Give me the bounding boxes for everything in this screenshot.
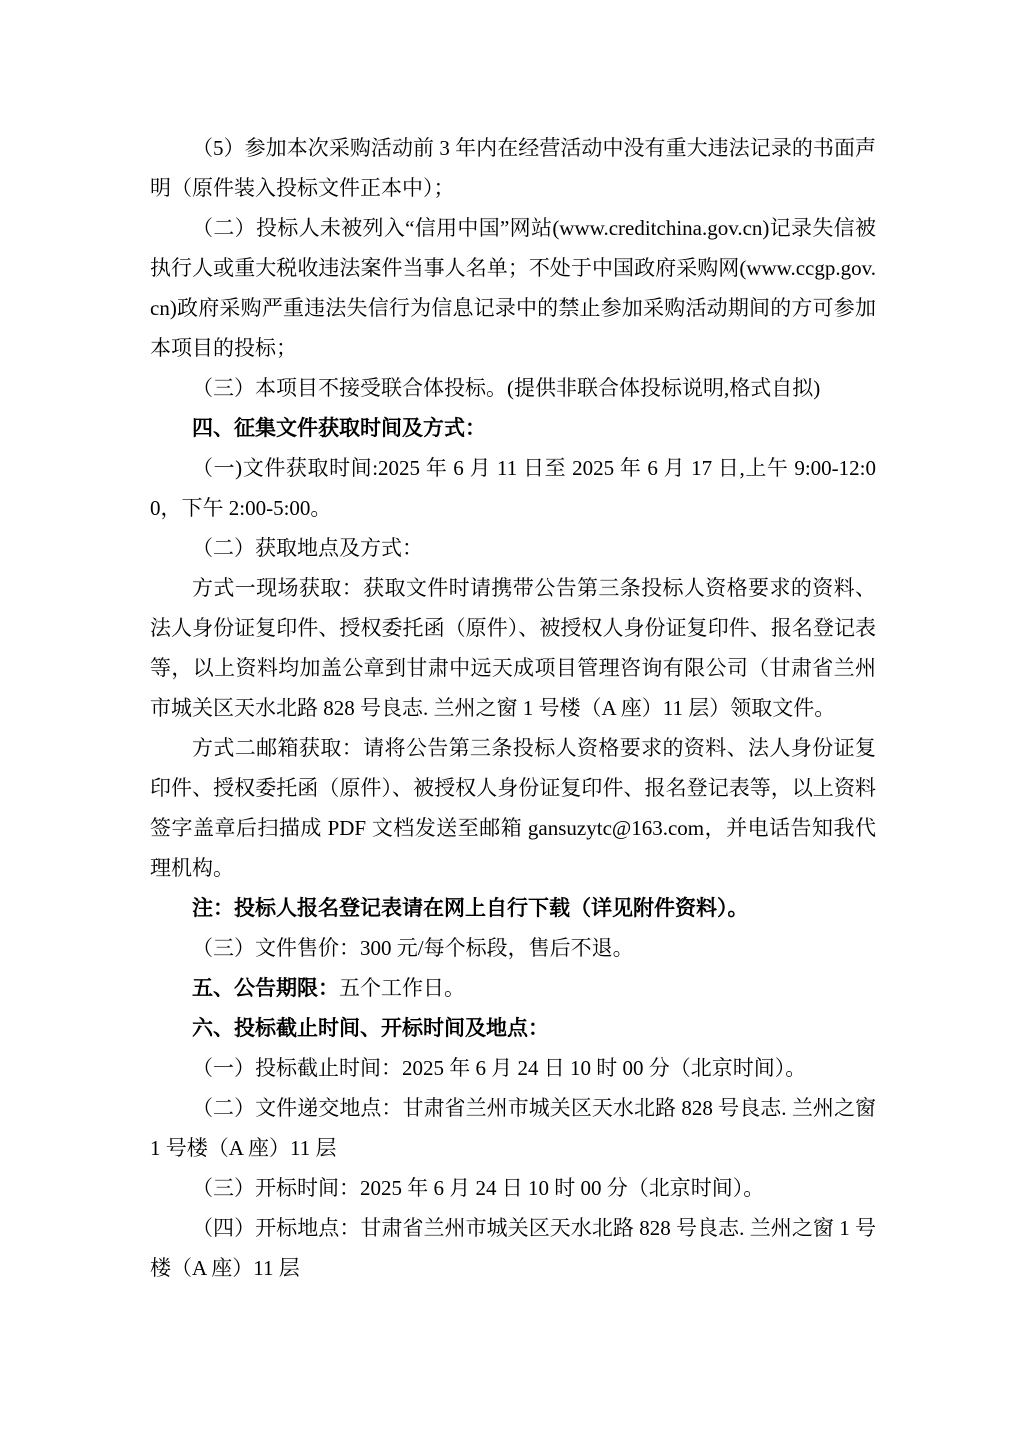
method-2-email-acquisition: 方式二邮箱获取：请将公告第三条投标人资格要求的资料、法人身份证复印件、授权委托函（原件）、被授权人身份证复印件、报名登记表等，以上资料签字盖章后扫描成 PDF 文档发送至邮箱 gansuzytc@163.com，并电话告知我代理机构。: [150, 736, 876, 880]
section-5-announcement-period: [150, 968, 876, 1008]
bid-deadline-time: （一）投标截止时间：2025 年 6 月 24 日 10 时 00 分（北京时间）。: [192, 1056, 807, 1080]
document-acquisition-time: （一)文件获取时间:2025 年 6 月 11 日至 2025 年 6 月 17 日,上午 9:00-12:00，下午 2:00-5:00。: [150, 456, 876, 520]
document-page: [150, 128, 876, 1288]
document-submission-location: （二）文件递交地点：甘肃省兰州市城关区天水北路 828 号良志. 兰州之窗 1 号楼（A 座）11 层: [150, 1096, 876, 1160]
section-5-label: 五、公告期限：: [192, 976, 339, 1000]
section-6-heading-bid-deadline: 六、投标截止时间、开标时间及地点：: [192, 1016, 549, 1040]
clause-3-no-consortium-bidding: （三）本项目不接受联合体投标。(提供非联合体投标说明,格式自拟): [192, 376, 821, 400]
acquisition-location-subheading: （二）获取地点及方式：: [192, 536, 423, 560]
section-5-value: 五个工作日。: [339, 976, 465, 1000]
bid-opening-location: （四）开标地点：甘肃省兰州市城关区天水北路 828 号良志. 兰州之窗 1 号楼（A 座）11 层: [150, 1216, 876, 1280]
section-4-heading-document-acquisition: 四、征集文件获取时间及方式：: [192, 416, 486, 440]
bid-opening-time: （三）开标时间：2025 年 6 月 24 日 10 时 00 分（北京时间）。: [192, 1176, 765, 1200]
note-registration-form-download: 注：投标人报名登记表请在网上自行下载（详见附件资料）。: [192, 896, 749, 920]
clause-5-no-violation-declaration: （5）参加本次采购活动前 3 年内在经营活动中没有重大违法记录的书面声明（原件装入投标文件正本中）；: [150, 136, 876, 200]
method-1-onsite-acquisition: 方式一现场获取：获取文件时请携带公告第三条投标人资格要求的资料、法人身份证复印件、授权委托函（原件）、被授权人身份证复印件、报名登记表等，以上资料均加盖公章到甘肃中远天成项目管理咨询有限公司（甘肃省兰州市城关区天水北路 828 号良志. 兰州之窗 1 号楼（A 座）11 层）领取文件。: [150, 576, 876, 720]
clause-2-credit-china-requirement: （二）投标人未被列入“信用中国”网站(www.creditchina.gov.cn)记录失信被执行人或重大税收违法案件当事人名单；不处于中国政府采购网(www.ccgp.gov.cn)政府采购严重违法失信行为信息记录中的禁止参加采购活动期间的方可参加本项目的投标；: [150, 216, 876, 360]
document-price: （三）文件售价：300 元/每个标段，售后不退。: [192, 936, 634, 960]
